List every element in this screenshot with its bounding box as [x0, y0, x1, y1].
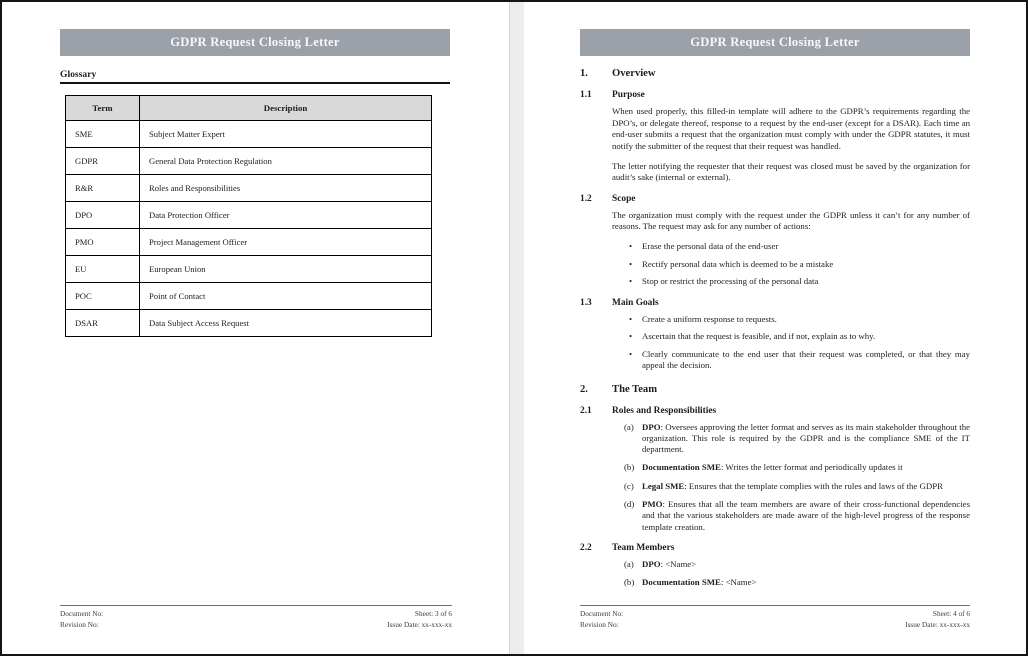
list-item	[580, 241, 970, 253]
role-text: : Writes the letter format and periodically updates it	[720, 462, 903, 473]
list-item	[580, 577, 970, 588]
section-heading-roles-responsibilities	[580, 406, 970, 417]
description-cell: Subject Matter Expert	[140, 121, 432, 148]
section-heading-main-goals	[580, 298, 970, 309]
role-text: : Oversees approving the letter format and serves as its main stakeholder throughout the organization. This role is required by the GDPR and is the compliance SME of the IT department.	[642, 421, 970, 455]
table-row	[66, 121, 432, 148]
page-3	[2, 2, 509, 654]
role-term: PMO	[642, 498, 663, 509]
description-cell: Point of Contact	[140, 283, 432, 310]
role-text: : Ensures that the template complies with the rules and laws of the GDPR	[684, 480, 944, 491]
list-item	[580, 422, 970, 456]
page-footer	[580, 605, 970, 630]
footer-left	[60, 608, 103, 630]
description-cell: European Union	[140, 256, 432, 283]
description-cell: General Data Protection Regulation	[140, 148, 432, 175]
term-cell: DPO	[66, 202, 140, 229]
description-cell: Data Subject Access Request	[140, 310, 432, 337]
bullet-icon	[629, 314, 632, 326]
section-title: Roles and Responsibilities	[612, 405, 717, 416]
table-row	[66, 175, 432, 202]
section-title: Team Members	[612, 542, 675, 553]
list-item	[580, 462, 970, 473]
section-number: 1.	[580, 68, 588, 79]
page-title: GDPR Request Closing Letter	[170, 35, 340, 49]
role-term: Legal SME	[642, 480, 685, 491]
list-item	[580, 349, 970, 372]
glossary-table	[65, 95, 432, 337]
table-row	[66, 202, 432, 229]
issue-date: Issue Date: xx-xxx-xx	[387, 620, 452, 629]
list-item-text: Rectify personal data which is deemed to be a mistake	[642, 258, 834, 269]
bullet-icon	[629, 241, 632, 253]
section-heading-team-members	[580, 543, 970, 554]
section-number: 2.	[580, 383, 588, 395]
purpose-paragraph-1: When used properly, this filled-in template will adhere to the GDPR’s requirements regarding the DPO’s, or delegate thereof, response to a request by the end-user (except for a DSAR). Each time an end-user submits a request that the organization must comply with under the GDPR statutes, it must notify the submitter of the request that their request was handled.	[612, 106, 970, 151]
list-marker: (d)	[624, 498, 635, 509]
section-number: 2.2	[580, 542, 592, 553]
term-cell: EU	[66, 256, 140, 283]
revision-no-label: Revision No:	[60, 620, 99, 629]
sheet-number: Sheet: 4 of 6	[932, 609, 970, 618]
document-no-label: Document No:	[60, 609, 104, 618]
glossary-section	[60, 69, 450, 337]
page-title: GDPR Request Closing Letter	[690, 35, 860, 49]
main-goals-bullet-list	[580, 314, 970, 372]
section-title: Scope	[612, 193, 636, 204]
list-item-text: Clearly communicate to the end user that their request was completed, or that they may appeal the decision.	[642, 348, 970, 370]
list-marker: (a)	[624, 558, 634, 569]
list-marker: (c)	[624, 480, 634, 491]
term-cell: PMO	[66, 229, 140, 256]
list-marker: (b)	[624, 577, 635, 588]
purpose-paragraph-2: The letter notifying the requester that their request was closed must be saved by the organization for audit’s sake (internal or external).	[612, 160, 970, 182]
document-no-label: Document No:	[580, 609, 624, 618]
section-number: 1.3	[580, 297, 592, 308]
issue-date: Issue Date: xx-xxx-xx	[905, 620, 970, 629]
page-body	[580, 68, 970, 588]
section-title: The Team	[612, 383, 658, 395]
list-item-text: Stop or restrict the processing of the personal data	[642, 276, 819, 286]
page-title-banner	[60, 29, 450, 56]
section-heading-scope	[580, 194, 970, 205]
description-cell: Roles and Responsibilities	[140, 175, 432, 202]
bullet-icon	[629, 276, 632, 288]
role-text: : Ensures that all the team members are aware of their cross-functional dependencies and that the various stakeholders are made aware of the high-level progress of the response template creation.	[642, 498, 970, 532]
list-item-text: Ascertain that the request is feasible, and if not, explain as to why.	[642, 331, 876, 341]
role-term: Documentation SME	[642, 462, 721, 473]
section-title: Purpose	[612, 90, 645, 100]
table-row	[66, 229, 432, 256]
member-term: DPO	[642, 558, 661, 569]
member-term: Documentation SME	[642, 577, 721, 588]
term-cell: R&R	[66, 175, 140, 202]
term-cell: POC	[66, 283, 140, 310]
footer-right	[905, 608, 970, 630]
scope-paragraph: The organization must comply with the request under the GDPR unless it can’t for any number of reasons. The request may ask for any number of actions:	[612, 209, 970, 231]
bullet-icon	[629, 349, 632, 361]
term-cell: SME	[66, 121, 140, 148]
section-title: Main Goals	[612, 297, 659, 308]
section-number: 1.1	[580, 90, 592, 100]
list-item	[580, 559, 970, 570]
list-item	[580, 331, 970, 343]
member-text: : <Name>	[720, 577, 757, 588]
list-item	[580, 259, 970, 271]
list-item	[580, 314, 970, 326]
section-title: Overview	[612, 68, 656, 79]
list-item	[580, 481, 970, 492]
list-marker: (a)	[624, 421, 634, 432]
footer-right	[387, 608, 452, 630]
list-item-text: Erase the personal data of the end-user	[642, 241, 779, 251]
bullet-icon	[629, 331, 632, 343]
description-cell: Data Protection Officer	[140, 202, 432, 229]
term-cell: DSAR	[66, 310, 140, 337]
section-number: 2.1	[580, 405, 592, 416]
section-heading-the-team	[580, 384, 970, 396]
section-heading-purpose	[580, 90, 970, 101]
term-cell: GDPR	[66, 148, 140, 175]
page-title-banner	[580, 29, 970, 56]
list-item	[580, 276, 970, 288]
description-column-header: Description	[140, 96, 432, 121]
table-row	[66, 148, 432, 175]
list-marker: (b)	[624, 462, 635, 473]
term-column-header: Term	[66, 96, 140, 121]
table-row	[66, 310, 432, 337]
list-item-text: Create a uniform response to requests.	[642, 313, 777, 324]
page-4	[524, 2, 1028, 654]
page-footer	[60, 605, 452, 630]
sheet-number: Sheet: 3 of 6	[414, 609, 452, 618]
section-heading-overview	[580, 68, 970, 80]
section-number: 1.2	[580, 193, 592, 204]
revision-no-label: Revision No:	[580, 620, 619, 629]
member-text: : <Name>	[660, 558, 697, 569]
roles-lettered-list	[580, 422, 970, 533]
list-item	[580, 499, 970, 533]
table-header-row	[66, 96, 432, 121]
description-cell: Project Management Officer	[140, 229, 432, 256]
table-row	[66, 283, 432, 310]
role-term: DPO	[642, 421, 661, 432]
glossary-heading: Glossary	[60, 69, 450, 84]
scope-bullet-list	[580, 241, 970, 288]
footer-left	[580, 608, 623, 630]
team-members-lettered-list	[580, 559, 970, 589]
bullet-icon	[629, 259, 632, 271]
table-row	[66, 256, 432, 283]
